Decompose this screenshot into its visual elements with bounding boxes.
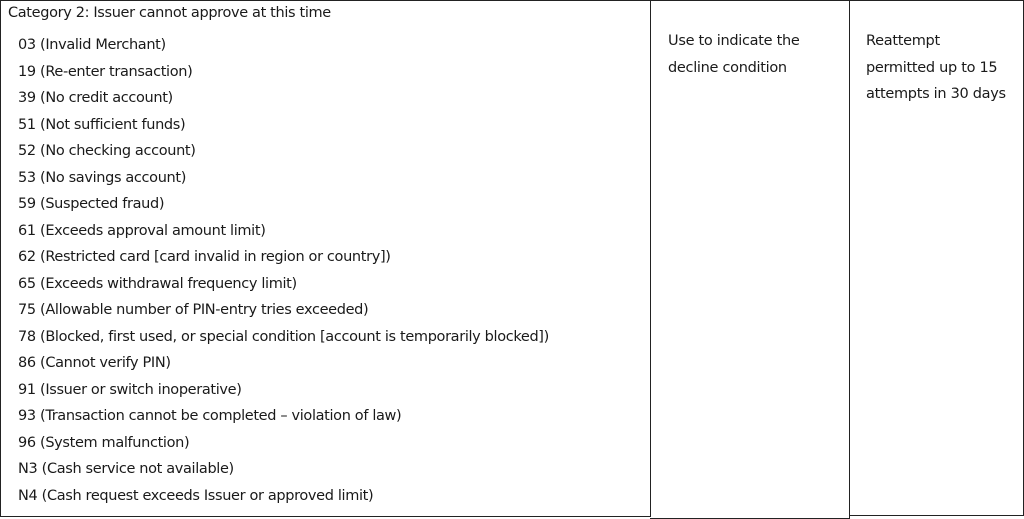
decline-code-item: 62 (Restricted card [card invalid in region or country]) <box>18 249 391 265</box>
reattempt-cell <box>849 0 1024 516</box>
decline-code-item: N3 (Cash service not available) <box>18 461 234 477</box>
category-title: Category 2: Issuer cannot approve at this time <box>8 5 331 21</box>
decline-code-item: 93 (Transaction cannot be completed – violation of law) <box>18 408 402 424</box>
usage-note <box>668 28 838 81</box>
usage-line: Use to indicate the <box>668 33 800 49</box>
decline-code-item: 51 (Not sufficient funds) <box>18 116 186 133</box>
decline-code-item: 96 (System malfunction) <box>18 434 190 451</box>
decline-code-item: 91 (Issuer or switch inoperative) <box>18 381 242 398</box>
decline-code-item: 75 (Allowable number of PIN-entry tries exceeded) <box>18 302 369 318</box>
decline-code-item: 52 (No checking account) <box>18 143 196 159</box>
reattempt-line: permitted up to 15 <box>866 59 998 76</box>
usage-line: decline condition <box>668 59 787 76</box>
decline-code-item: 65 (Exceeds withdrawal frequency limit) <box>18 275 297 292</box>
decline-code-item: 78 (Blocked, first used, or special condition [account is temporarily blocked]) <box>18 328 549 345</box>
decline-code-item: 19 (Re-enter transaction) <box>18 63 193 80</box>
reattempt-note <box>866 28 1016 108</box>
decline-code-item: 61 (Exceeds approval amount limit) <box>18 222 266 239</box>
decline-code-item: 03 (Invalid Merchant) <box>18 37 166 53</box>
decline-code-item: N4 (Cash request exceeds Issuer or approved limit) <box>18 487 374 504</box>
reattempt-line: attempts in 30 days <box>866 86 1006 102</box>
decline-code-item: 53 (No savings account) <box>18 169 187 186</box>
decline-code-item: 39 (No credit account) <box>18 90 173 106</box>
decline-code-item: 86 (Cannot verify PIN) <box>18 355 171 371</box>
decline-code-list <box>18 35 549 512</box>
decline-code-item: 59 (Suspected fraud) <box>18 196 165 212</box>
usage-cell <box>650 0 850 519</box>
reattempt-line: Reattempt <box>866 33 940 49</box>
